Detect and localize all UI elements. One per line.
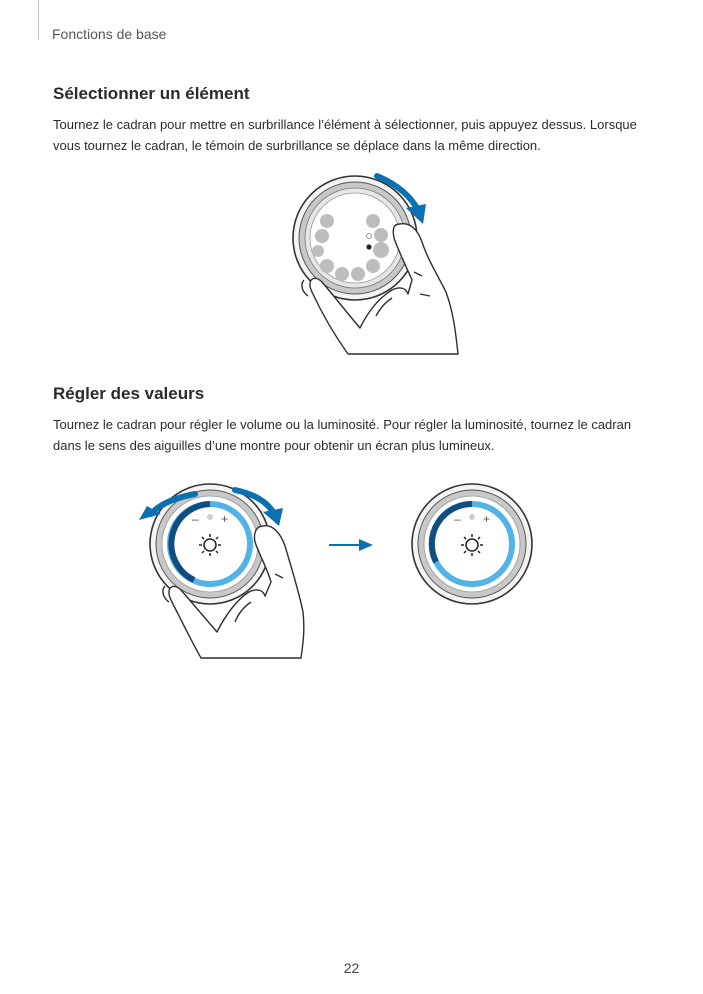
minus-label: – [192,512,199,526]
plus-label: + [221,512,229,526]
highlight-indicator-dot [366,244,371,249]
section-title-select: Sélectionner un élément [53,84,250,103]
running-header: Fonctions de base [52,26,167,42]
section-body-adjust: Tournez le cadran pour régler le volume ou la luminosité. Pour régler la luminosité, tournez le cadran dans le sens des aiguilles d’une montre pour obtenir un écran plus lumineux. [53,417,632,453]
section-title-adjust: Régler des valeurs [53,384,205,403]
level-indicator-dot [469,514,475,520]
page-number: 22 [343,960,360,976]
brightness-watch-after [412,484,532,604]
right-arrow-icon [329,539,373,551]
select-item-illustration [260,168,480,358]
margin-rule [38,0,39,40]
adjust-values-illustration [135,472,545,662]
section-body-select: Tournez le cadran pour mettre en surbrillance l’élément à sélectionner, puis appuyez dessus. Lorsque vous tournez le cadran, le témoin de surbrillance se déplace dans la même direction. [53,117,637,153]
minus-label: – [454,512,461,526]
level-indicator-dot [207,514,213,520]
indicator-dot-empty [367,234,372,239]
plus-label: + [483,512,491,526]
